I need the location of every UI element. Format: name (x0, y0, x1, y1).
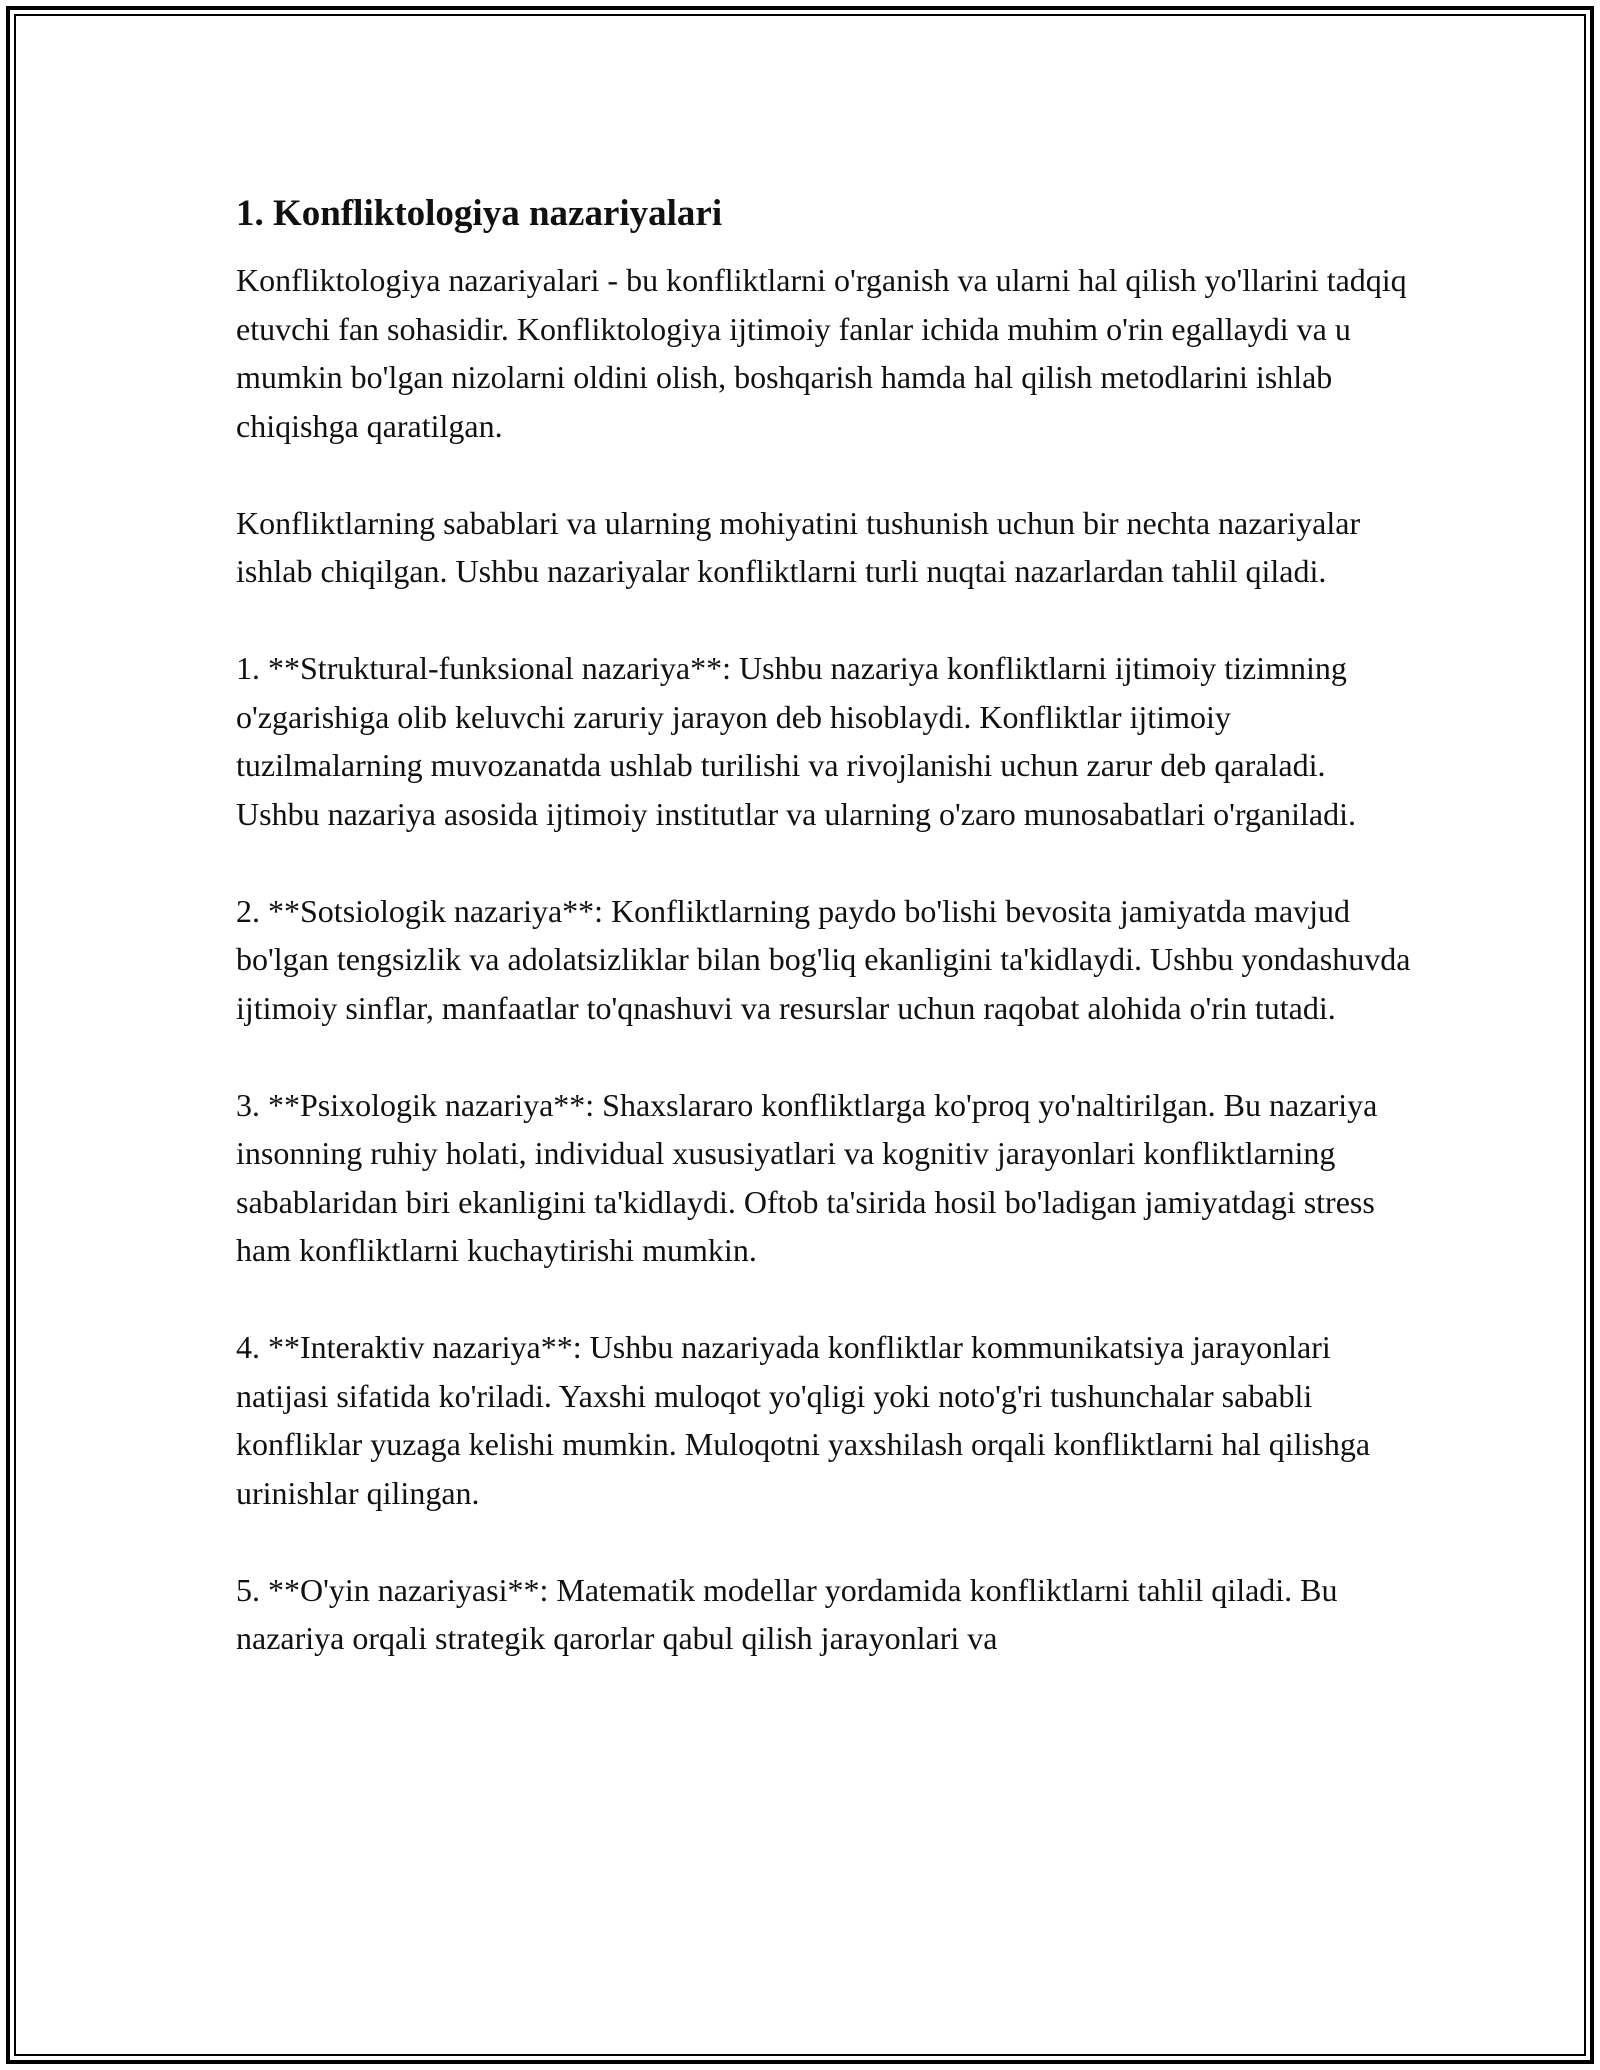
paragraph-intro: Konfliktologiya nazariyalari - bu konfliktlarni o'rganish va ularni hal qilish yo'llarini tadqiq etuvchi fan sohasidir. Konfliktologiya ijtimoiy fanlar ichida muhim o'rin egallaydi va u mumkin bo'lgan nizolarni oldini olish, boshqarish hamda hal qilish metodlarini ishlab chiqishga qaratilgan. (236, 262, 1407, 444)
paragraph-psychological: 3. **Psixologik nazariya**: Shaxslararo konfliktlarga ko'proq yo'naltirilgan. Bu nazariya insonning ruhiy holati, individual xususiyatlari va kognitiv jarayonlari konfliktlarning sabablaridan biri ekanligini ta'kidlaydi. Oftob ta'sirida hosil bo'ladigan jamiyatdagi stress ham konfliktlarni kuchaytirishi mumkin. (236, 1086, 1378, 1268)
section-heading: 1. Konfliktologiya nazariyalari (236, 193, 723, 234)
paragraph-theories-overview: Konfliktlarning sabablari va ularning mohiyatini tushunish uchun bir nechta nazariyalar ishlab chiqilgan. Ushbu nazariyalar konfliktlarni turli nuqtai nazarlardan tahlil qiladi. (236, 504, 1361, 589)
paragraph-game-theory: 5. **O'yin nazariyasi**: Matematik modellar yordamida konfliktlarni tahlil qiladi. Bu nazariya orqali strategik qarorlar qabul qilish jarayonlari va (236, 1571, 1338, 1656)
paragraph-structural-functional: 1. **Struktural-funksional nazariya**: Ushbu nazariya konfliktlarni ijtimoiy tizimning o'zgarishiga olib keluvchi zaruriy jarayon deb hisoblaydi. Konfliktlar ijtimoiy tuzilmalarning muvozanatda ushlab turilishi va rivojlanishi uchun zarur deb qaraladi. Ushbu nazariya asosida ijtimoiy institutlar va ularning o'zaro munosabatlari o'rganiladi. (236, 650, 1356, 832)
paragraph-interactive: 4. **Interaktiv nazariya**: Ushbu nazariyada konfliktlar kommunikatsiya jarayonlari natijasi sifatida ko'riladi. Yaxshi muloqot yo'qligi yoki noto'g'ri tushunchalar sababli konfliklar yuzaga kelishi mumkin. Muloqotni yaxshilash orqali konfliktlarni hal qilishga urinishlar qilingan. (236, 1329, 1371, 1511)
document-body (236, 186, 1416, 1663)
paragraph-sociological: 2. **Sotsiologik nazariya**: Konfliktlarning paydo bo'lishi bevosita jamiyatda mavjud bo'lgan tengsizlik va adolatsizliklar bilan bog'liq ekanligini ta'kidlaydi. Ushbu yondashuvda ijtimoiy sinflar, manfaatlar to'qnashuvi va resurslar uchun raqobat alohida o'rin tutadi. (236, 892, 1411, 1026)
